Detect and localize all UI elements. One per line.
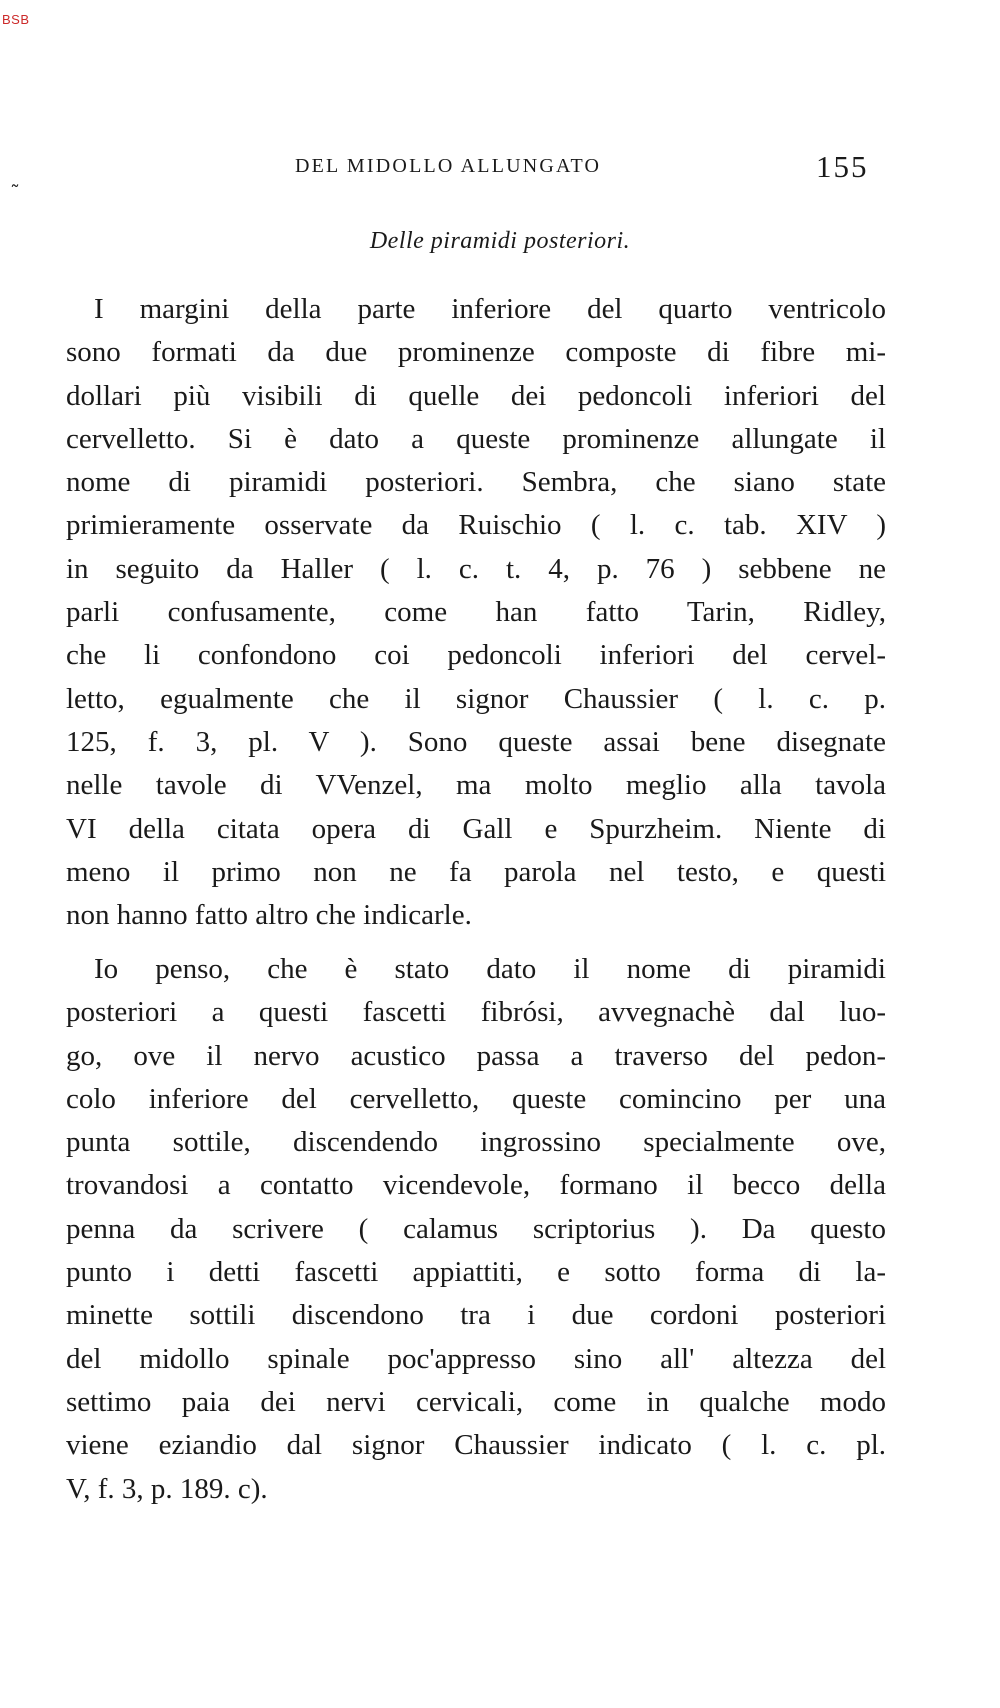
text-line: sono formati da due prominenze composte di fibre mi- xyxy=(66,336,886,369)
text-line: V, f. 3, p. 189. c). xyxy=(66,1472,268,1505)
text-line: I margini della parte inferiore del quarto ventricolo xyxy=(94,293,886,325)
margin-mark: ˷ xyxy=(10,164,20,188)
text-line: VI della citata opera di Gall e Spurzheim. Niente di xyxy=(66,812,886,845)
text-line: non hanno fatto altro che indicarle. xyxy=(66,899,472,932)
text-line: settimo paia dei nervi cervicali, come in qualche modo xyxy=(66,1385,886,1418)
text-line: in seguito da Haller ( l. c. t. 4, p. 76 ) sebbene ne xyxy=(66,552,886,585)
section-heading: Delle piramidi posteriori. xyxy=(369,228,631,254)
text-line: dollari più visibili di quelle dei pedoncoli inferiori del xyxy=(66,379,886,412)
text-line: che li confondono coi pedoncoli inferiori del cervel- xyxy=(66,639,886,672)
text-line: Io penso, che è stato dato il nome di piramidi xyxy=(94,953,886,985)
paragraph-1 xyxy=(66,288,886,937)
paragraph-2 xyxy=(66,948,886,1511)
text-line: penna da scrivere ( calamus scriptorius ). Da questo xyxy=(66,1212,886,1245)
text-line: parli confusamente, come han fatto Tarin, Ridley, xyxy=(66,596,886,629)
text-line: 125, f. 3, pl. V ). Sono queste assai bene disegnate xyxy=(66,725,886,758)
text-line: primieramente osservate da Ruischio ( l. c. tab. XIV ) xyxy=(66,509,886,542)
text-line: nome di piramidi posteriori. Sembra, che siano state xyxy=(66,466,886,499)
text-line: nelle tavole di VVenzel, ma molto meglio alla tavola xyxy=(66,769,886,802)
text-line: punto i detti fascetti appiattiti, e sotto forma di la- xyxy=(66,1256,886,1289)
text-line: trovandosi a contatto vicendevole, formano il becco della xyxy=(66,1169,886,1202)
running-head xyxy=(0,149,1000,185)
text-line: minette sottili discendono tra i due cordoni posteriori xyxy=(66,1299,886,1332)
text-line: del midollo spinale poc'appresso sino all' altezza del xyxy=(66,1342,886,1375)
page-number: 155 xyxy=(816,149,869,184)
text-line: cervelletto. Si è dato a queste prominenze allungate il xyxy=(66,422,886,455)
text-line: letto, egualmente che il signor Chaussier ( l. c. p. xyxy=(66,682,886,715)
text-line: go, ove il nervo acustico passa a traverso del pedon- xyxy=(66,1039,886,1072)
library-watermark: BSB xyxy=(2,12,30,27)
running-title: DEL MIDOLLO ALLUNGATO xyxy=(295,155,602,177)
text-line: posteriori a questi fascetti fibrósi, avvegnachè dal luo- xyxy=(66,996,886,1029)
text-line: colo inferiore del cervelletto, queste comincino per una xyxy=(66,1082,886,1115)
text-line: punta sottile, discendendo ingrossino specialmente ove, xyxy=(66,1126,886,1159)
text-line: viene eziandio dal signor Chaussier indicato ( l. c. pl. xyxy=(66,1429,886,1462)
text-line: meno il primo non ne fa parola nel testo, e questi xyxy=(66,855,886,888)
